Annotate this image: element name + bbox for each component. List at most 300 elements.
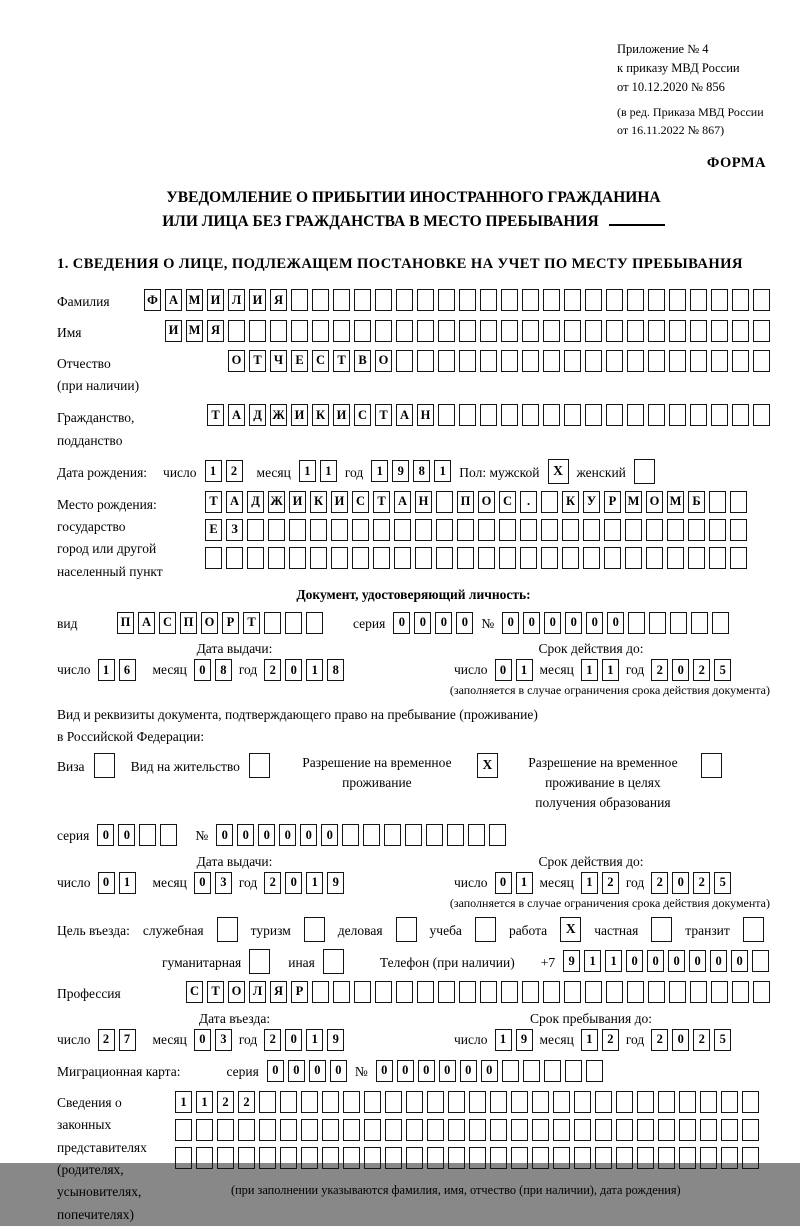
char-cell: Н	[417, 404, 434, 426]
char-cell: 0	[523, 612, 540, 634]
purpose-other-label: иная	[288, 954, 315, 970]
char-cell: 8	[215, 659, 232, 681]
identity-doc-row	[57, 611, 770, 634]
char-cell	[700, 1091, 717, 1113]
char-cell: Л	[228, 289, 245, 311]
char-cell	[385, 1147, 402, 1169]
char-cell	[375, 320, 392, 342]
char-cell: 0	[626, 950, 643, 972]
char-cell	[604, 519, 621, 541]
char-cell	[354, 981, 371, 1003]
char-cell	[585, 289, 602, 311]
issue-month-cells	[194, 659, 232, 681]
char-cell: Т	[207, 981, 224, 1003]
birth-month-cells	[299, 460, 337, 482]
char-cell	[259, 1091, 276, 1113]
char-cell	[564, 981, 581, 1003]
char-cell	[711, 289, 728, 311]
char-cell	[322, 1091, 339, 1113]
char-cell	[160, 824, 177, 846]
char-cell	[301, 1147, 318, 1169]
char-cell	[406, 1091, 423, 1113]
char-cell: О	[201, 612, 218, 634]
char-cell	[310, 519, 327, 541]
phone-prefix: +7	[540, 954, 556, 970]
appendix-line: к приказу МВД России	[617, 60, 740, 75]
char-cell: 0	[279, 824, 296, 846]
char-cell: И	[291, 404, 308, 426]
char-cell	[268, 547, 285, 569]
residence-number-label: №	[195, 828, 209, 844]
char-cell: Р	[222, 612, 239, 634]
char-cell	[247, 519, 264, 541]
char-cell	[459, 404, 476, 426]
char-cell	[553, 1091, 570, 1113]
char-cell	[469, 1091, 486, 1113]
char-cell	[196, 1119, 213, 1141]
char-cell	[595, 1147, 612, 1169]
year-label: год	[238, 1031, 258, 1047]
migration-series-label: серия	[226, 1063, 259, 1079]
char-cell: 0	[285, 872, 302, 894]
char-cell: 1	[196, 1091, 213, 1113]
char-cell	[667, 547, 684, 569]
purpose-business-label: деловая	[337, 922, 383, 938]
char-cell: 0	[672, 872, 689, 894]
char-cell	[522, 350, 539, 372]
char-cell	[438, 289, 455, 311]
char-cell	[352, 547, 369, 569]
char-cell: 2	[693, 1029, 710, 1051]
char-cell	[417, 289, 434, 311]
valid-date-title: Срок действия до:	[538, 853, 644, 869]
profession-cells	[186, 981, 770, 1003]
char-cell	[268, 519, 285, 541]
representatives-cells-3	[175, 1147, 759, 1169]
month-label: месяц	[152, 662, 187, 678]
purpose-row2-phone	[162, 949, 770, 974]
char-cell	[331, 547, 348, 569]
char-cell: 2	[693, 659, 710, 681]
char-cell	[459, 981, 476, 1003]
purpose-label: Цель въезда:	[57, 922, 130, 938]
char-cell: 0	[118, 824, 135, 846]
char-cell	[394, 519, 411, 541]
char-cell: М	[625, 491, 642, 513]
char-cell: 0	[376, 1060, 393, 1082]
char-cell	[331, 519, 348, 541]
char-cell	[480, 350, 497, 372]
char-cell	[373, 547, 390, 569]
purpose-humanitarian-checkbox	[249, 949, 270, 974]
day-label: число	[454, 874, 488, 890]
char-cell: 0	[565, 612, 582, 634]
char-cell	[690, 404, 707, 426]
char-cell	[139, 824, 156, 846]
residence-series-cells	[97, 824, 177, 846]
char-cell	[627, 320, 644, 342]
form-title-line1: УВЕДОМЛЕНИЕ О ПРИБЫТИИ ИНОСТРАННОГО ГРАЖДАНИНА	[166, 189, 661, 207]
char-cell	[648, 320, 665, 342]
char-cell	[457, 519, 474, 541]
char-cell	[627, 981, 644, 1003]
char-cell: 2	[226, 460, 243, 482]
char-cell	[700, 1147, 717, 1169]
char-cell: Ф	[144, 289, 161, 311]
temp-residence-label: Разрешение на временное проживание	[302, 754, 452, 790]
sex-female-checkbox	[634, 459, 655, 484]
entry-dates	[57, 1011, 770, 1051]
doc-kind-cells	[117, 612, 323, 634]
char-cell	[679, 1147, 696, 1169]
char-cell	[564, 404, 581, 426]
char-cell	[721, 1119, 738, 1141]
doc-number-cells	[502, 612, 729, 634]
year-label: год	[238, 874, 258, 890]
char-cell: 1	[371, 460, 388, 482]
char-cell	[616, 1091, 633, 1113]
char-cell	[574, 1119, 591, 1141]
char-cell	[490, 1091, 507, 1113]
char-cell: 0	[439, 1060, 456, 1082]
char-cell	[333, 320, 350, 342]
char-cell: Е	[291, 350, 308, 372]
char-cell: И	[289, 491, 306, 513]
char-cell	[690, 981, 707, 1003]
char-cell: 1	[434, 460, 451, 482]
char-cell	[468, 824, 485, 846]
char-cell: М	[186, 289, 203, 311]
citizenship-cells	[207, 404, 770, 426]
char-cell: 0	[97, 824, 114, 846]
char-cell: 0	[672, 659, 689, 681]
birthdate-label: Дата рождения:	[57, 464, 148, 480]
char-cell	[270, 320, 287, 342]
char-cell	[396, 350, 413, 372]
valid-month-cells	[581, 872, 619, 894]
char-cell	[289, 519, 306, 541]
char-cell	[586, 1060, 603, 1082]
doc-series-cells	[393, 612, 473, 634]
char-cell	[712, 612, 729, 634]
char-cell	[585, 981, 602, 1003]
char-cell	[438, 350, 455, 372]
year-label: год	[625, 662, 645, 678]
char-cell	[343, 1091, 360, 1113]
char-cell	[480, 404, 497, 426]
char-cell: 9	[392, 460, 409, 482]
patronymic-row	[57, 350, 770, 398]
char-cell: О	[646, 491, 663, 513]
migration-number-label: №	[354, 1063, 368, 1079]
temp-residence-checkbox: X	[477, 753, 498, 778]
char-cell	[711, 981, 728, 1003]
char-cell	[447, 824, 464, 846]
char-cell: Т	[333, 350, 350, 372]
char-cell: 3	[215, 1029, 232, 1051]
char-cell	[541, 491, 558, 513]
char-cell: С	[352, 491, 369, 513]
issue-date-title: Дата выдачи:	[196, 853, 273, 869]
char-cell: 1	[119, 872, 136, 894]
char-cell: О	[228, 350, 245, 372]
char-cell: З	[226, 519, 243, 541]
birthplace-label: Место рождения: государство город или другой населенный пункт	[57, 496, 163, 579]
char-cell: А	[394, 491, 411, 513]
valid-day-cells	[495, 872, 533, 894]
char-cell	[543, 981, 560, 1003]
char-cell	[226, 547, 243, 569]
char-cell: 2	[217, 1091, 234, 1113]
char-cell	[606, 289, 623, 311]
entry-year-cells	[264, 1029, 344, 1051]
temp-residence-education-checkbox	[701, 753, 722, 778]
issue-month-cells	[194, 872, 232, 894]
char-cell	[606, 404, 623, 426]
surname-label: Фамилия	[57, 294, 110, 310]
char-cell: Р	[291, 981, 308, 1003]
char-cell	[333, 981, 350, 1003]
char-cell: 1	[320, 460, 337, 482]
identity-doc-heading: Документ, удостоверяющий личность:	[296, 586, 531, 602]
char-cell: 1	[516, 872, 533, 894]
char-cell	[469, 1147, 486, 1169]
stay-month-cells	[581, 1029, 619, 1051]
birthdate-sex-row	[57, 459, 770, 484]
birthplace-cells-2	[205, 519, 747, 541]
char-cell	[375, 289, 392, 311]
char-cell	[585, 404, 602, 426]
char-cell: Ж	[268, 491, 285, 513]
char-cell: 0	[414, 612, 431, 634]
char-cell: 1	[584, 950, 601, 972]
stay-until-title: Срок пребывания до:	[530, 1010, 652, 1026]
valid-day-cells	[495, 659, 533, 681]
char-cell: 1	[581, 872, 598, 894]
char-cell	[574, 1091, 591, 1113]
char-cell	[480, 320, 497, 342]
char-cell: А	[138, 612, 155, 634]
char-cell: 1	[306, 1029, 323, 1051]
char-cell	[646, 547, 663, 569]
char-cell: 0	[418, 1060, 435, 1082]
char-cell	[658, 1091, 675, 1113]
char-cell	[637, 1091, 654, 1113]
char-cell: Я	[270, 981, 287, 1003]
char-cell	[679, 1091, 696, 1113]
char-cell	[259, 1119, 276, 1141]
char-cell	[480, 289, 497, 311]
char-cell: 6	[119, 659, 136, 681]
char-cell	[742, 1147, 759, 1169]
section1-heading: 1. СВЕДЕНИЯ О ЛИЦЕ, ПОДЛЕЖАЩЕМ ПОСТАНОВКЕ НА УЧЕТ ПО МЕСТУ ПРЕБЫВАНИЯ	[57, 256, 743, 273]
char-cell	[469, 1119, 486, 1141]
char-cell: 0	[456, 612, 473, 634]
char-cell: М	[667, 491, 684, 513]
char-cell	[322, 1119, 339, 1141]
char-cell: 2	[264, 659, 281, 681]
sex-female-label: женский	[576, 464, 626, 480]
representatives-cells-2	[175, 1119, 759, 1141]
phone-label: Телефон (при наличии)	[379, 954, 515, 970]
char-cell: Т	[375, 404, 392, 426]
char-cell	[553, 1147, 570, 1169]
month-label: месяц	[152, 1031, 187, 1047]
char-cell	[670, 612, 687, 634]
char-cell	[322, 1147, 339, 1169]
char-cell: И	[249, 289, 266, 311]
char-cell	[628, 612, 645, 634]
char-cell	[709, 547, 726, 569]
char-cell	[448, 1119, 465, 1141]
char-cell: 0	[194, 872, 211, 894]
residence-doc-dates	[57, 854, 770, 894]
char-cell: 0	[237, 824, 254, 846]
residence-doc-note: (заполняется в случае ограничения срока действия документа)	[449, 895, 770, 910]
char-cell	[511, 1091, 528, 1113]
migration-card-label: Миграционная карта:	[57, 1063, 181, 1079]
entry-date-title: Дата въезда:	[198, 1010, 271, 1026]
char-cell	[415, 519, 432, 541]
char-cell: 1	[98, 659, 115, 681]
char-cell	[564, 320, 581, 342]
char-cell	[648, 404, 665, 426]
char-cell: 0	[647, 950, 664, 972]
sex-male-checkbox: X	[548, 459, 569, 484]
representatives-label: Сведения о законных представителях (родителях, усыновителях, попечителях)	[57, 1095, 147, 1222]
char-cell	[427, 1091, 444, 1113]
char-cell	[249, 320, 266, 342]
char-cell	[732, 320, 749, 342]
char-cell	[595, 1091, 612, 1113]
char-cell: Я	[270, 289, 287, 311]
char-cell	[562, 519, 579, 541]
appendix-line: от 10.12.2020 № 856	[617, 79, 725, 94]
year-label: год	[625, 1031, 645, 1047]
char-cell	[648, 981, 665, 1003]
birthplace-cells-1	[205, 491, 747, 513]
char-cell	[752, 950, 769, 972]
char-cell	[217, 1147, 234, 1169]
char-cell: 0	[710, 950, 727, 972]
representatives-cells-stack	[175, 1089, 759, 1198]
char-cell	[499, 547, 516, 569]
char-cell: 0	[460, 1060, 477, 1082]
valid-year-cells	[651, 872, 731, 894]
char-cell	[606, 350, 623, 372]
birth-day-cells	[205, 460, 243, 482]
char-cell: К	[562, 491, 579, 513]
char-cell: 1	[175, 1091, 192, 1113]
purpose-humanitarian-label: гуманитарная	[162, 954, 242, 970]
char-cell: 5	[714, 872, 731, 894]
char-cell	[711, 320, 728, 342]
char-cell	[543, 404, 560, 426]
char-cell: 0	[258, 824, 275, 846]
char-cell: 1	[306, 872, 323, 894]
doc-kind-label: вид	[57, 615, 78, 631]
surname-row	[57, 289, 770, 312]
char-cell	[501, 404, 518, 426]
char-cell	[730, 547, 747, 569]
char-cell	[637, 1147, 654, 1169]
purpose-official-checkbox	[217, 917, 238, 942]
char-cell	[417, 350, 434, 372]
char-cell: 2	[264, 872, 281, 894]
char-cell	[343, 1147, 360, 1169]
char-cell: И	[331, 491, 348, 513]
month-label: месяц	[256, 464, 291, 480]
char-cell	[679, 1119, 696, 1141]
char-cell	[291, 320, 308, 342]
migration-card-row	[57, 1059, 770, 1082]
birth-year-cells	[371, 460, 451, 482]
char-cell	[711, 350, 728, 372]
entry-day-cells	[98, 1029, 136, 1051]
residence-options-row	[57, 753, 770, 814]
char-cell	[688, 547, 705, 569]
char-cell: 3	[215, 872, 232, 894]
char-cell	[247, 547, 264, 569]
char-cell	[457, 547, 474, 569]
char-cell: Н	[415, 491, 432, 513]
char-cell	[625, 519, 642, 541]
char-cell	[427, 1147, 444, 1169]
char-cell: 0	[495, 872, 512, 894]
temp-residence-education-option	[514, 753, 722, 814]
residence-doc-intro: Вид и реквизиты документа, подтверждающего право на пребывание (проживание) в Российской Федерации:	[57, 707, 538, 745]
char-cell	[501, 289, 518, 311]
char-cell	[448, 1091, 465, 1113]
stay-day-cells	[495, 1029, 533, 1051]
char-cell	[312, 981, 329, 1003]
char-cell	[732, 981, 749, 1003]
char-cell: Т	[207, 404, 224, 426]
char-cell	[520, 547, 537, 569]
issue-year-cells	[264, 872, 344, 894]
char-cell: 0	[668, 950, 685, 972]
residence-series-label: серия	[57, 828, 90, 844]
firstname-row	[57, 320, 770, 343]
purpose-private-checkbox	[651, 917, 672, 942]
issue-day-cells	[98, 659, 136, 681]
migration-series-cells	[267, 1060, 347, 1082]
char-cell	[648, 289, 665, 311]
patronymic-cells	[228, 350, 770, 372]
char-cell: 2	[264, 1029, 281, 1051]
char-cell	[616, 1147, 633, 1169]
char-cell	[459, 289, 476, 311]
purpose-business-checkbox	[396, 917, 417, 942]
char-cell: 0	[435, 612, 452, 634]
char-cell: У	[583, 491, 600, 513]
char-cell: 0	[586, 612, 603, 634]
char-cell	[301, 1119, 318, 1141]
char-cell: 5	[714, 659, 731, 681]
amendment-line: (в ред. Приказа МВД России	[617, 105, 764, 120]
char-cell	[583, 519, 600, 541]
char-cell	[753, 289, 770, 311]
residence-permit-checkbox	[249, 753, 270, 778]
char-cell	[627, 404, 644, 426]
char-cell	[415, 547, 432, 569]
char-cell	[375, 981, 392, 1003]
char-cell: Ч	[270, 350, 287, 372]
char-cell	[417, 981, 434, 1003]
temp-residence-option	[286, 753, 498, 794]
char-cell: 1	[299, 460, 316, 482]
purpose-transit-label: транзит	[685, 922, 730, 938]
